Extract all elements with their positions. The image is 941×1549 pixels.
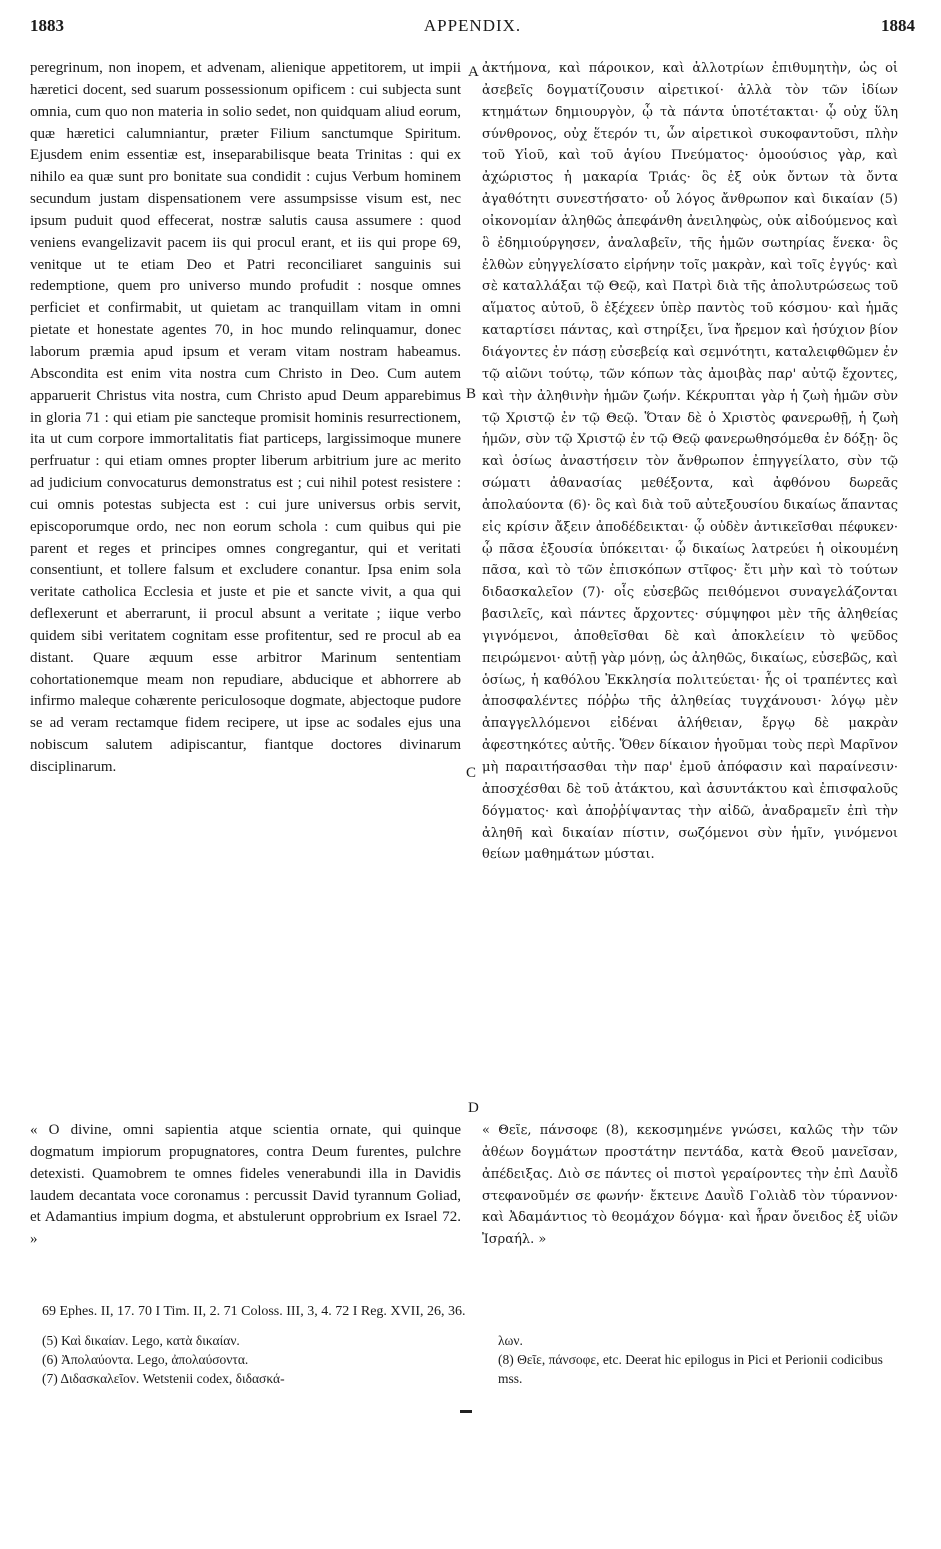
latin-column-para1	[30, 58, 461, 779]
footnote: (8) Θεῖε, πάνσοφε, etc. Deerat hic epilogus in Pici et Perionii codicibus mss.	[498, 1352, 883, 1386]
page-end-mark	[460, 1410, 472, 1413]
latin-paragraph: « O divine, omni sapientia atque scientia ornate, qui quinque dogmatum impiorum propugnatores, contra Deum furentes, pulchre detexisti. Quamobrem te omnes fideles venerabundi illa in Davidis laudem decantata voce coronamus : percussit David tyrannum Goliad, et Adamantius impium dogma, et abstulerunt opprobrium ex Israel 72. »	[30, 1122, 461, 1248]
footnote: (5) Καὶ δικαίαν. Lego, κατὰ δικαίαν.	[42, 1333, 240, 1348]
greek-column-para1	[482, 58, 898, 866]
page-header	[30, 8, 915, 38]
footnote: (6) Ἀπολαύοντα. Lego, ἀπολαύσοντα.	[42, 1352, 249, 1367]
greek-paragraph: ἀκτήμονα, καὶ πάροικον, καὶ ἀλλοτρίων ἐπιθυμητὴν, ὡς οἱ ἀσεβεῖς δογματίζουσιν αἱρετικοί· ἀλλὰ τὸν τῶν ἰδίων κτημάτων δημιουργὸν, ᾧ τὰ πάντα ὑποτέτακται· ᾧ οὐχ ὕλη σύνθρονος, οὐχ ἕτερόν τι, ὧν αἱρετικοὶ συκοφαντοῦσι, πλὴν τοῦ Υἱοῦ, καὶ τοῦ ἁγίου Πνεύματος· ὁμοούσιος γὰρ, καὶ ἀχώριστος ἡ μακαρία Τριάς· ὃς ἐξ οὐκ ὄντων τὰ ὄντα ἀγαθότητι συνεστήσατο· οὗ λόγος ἄνθρωπον καὶ δικαίαν (5) οἰκονομίαν ἀληθῶς ἀπεφάνθη ἀνειληφὼς, οὐκ αἰδούμενος καὶ ὃ ἐδημιούργησεν, ἀναλαβεῖν, τῆς ἡμῶν σωτηρίας ἕνεκα· ὃς ἐλθὼν εὐηγγελίσατο εἰρήνην τοῖς μακρὰν, καὶ τοῖς ἐγγύς· καὶ σὲ καταλλάξαι τῷ Θεῷ, καὶ Πατρὶ διὰ τῆς ἀπολυτρώσεως τοῦ αἵματος αὐτοῦ, ὃ ἐξέχεεν ὑπὲρ παντὸς τοῦ κόσμου· καὶ ἡμᾶς καταρτίσει πάντας, καὶ στηρίξει, ἵνα ἤρεμον καὶ ἡσύχιον βίον διάγοντες ἐν πάσῃ εὐσεβείᾳ καὶ σεμνότητι, καταλειφθῶμεν ἐν τῷ αἰῶνι τούτῳ, τῶν κόπων τὰς ἀμοιβὰς παρ' αὐτῷ ἔχοντες, καὶ τὴν ἀληθινὴν ἡμῶν ζωήν. Κέκρυπται γὰρ ἡ ζωὴ ἡμῶν σὺν τῷ Χριστῷ ἐν τῷ Θεῷ. Ὅταν δὲ ὁ Χριστὸς φανερωθῇ, ἡ ζωὴ ἡμῶν, σὺν τῷ Χριστῷ ἐν τῷ Θεῷ φανερωθησόμεθα ἐν δόξῃ· ὃς καὶ ὁσίως ἀναστήσειν τὸν ἄνθρωπον ἐπηγγείλατο, σὺν τῷ σώματι ἀθανασίας μεθέξοντα, καὶ ἀφθόνου δωρεᾶς ἀπολαύοντα (6)· ὃς καὶ διὰ τοῦ αὐτεξουσίου δικαίως ἅπαντας εἰς κρίσιν ἄξειν ἀποδέδεικται· ᾧ οὐδὲν ἀντικεῖσθαι πέφυκεν· ᾧ πᾶσα ἐξουσία ὑπόκειται· ᾧ δικαίως λατρεύει ἡ οἰκουμένη πᾶσα, καὶ τὸ τῶν ἐπισκόπων στῖφος· ἔτι μὴν καὶ τὸ τούτων διδασκαλεῖον (7)· οἷς εὐσεβῶς πειθόμενοι συναγελάζονται βασιλεῖς, καὶ πάντες ἄρχοντες· σύμψηφοι μὲν τῆς ἀληθείας γιγνόμενοι, ἀποθεῖσθαι δὲ καὶ ἀποκλείειν τὸ ψεῦδος πειρώμενοι· αὐτῇ γὰρ μόνῃ, ὡς ἀληθῶς, δικαίως, εὐσεβῶς, καὶ ὁσίως, ἡ καθόλου Ἐκκλησία πολιτεύεται· ἧς οἱ τραπέντες καὶ ἀποσφαλέντες πόῤῥω τῆς ἀληθείας τυγχάνουσι· λόγῳ μὲν ἀπαγγελλόμενοι εἰδέναι ἀλήθειαν, ἔργῳ δὲ μακρὰν ἀφεστηκότες αὐτῆς. Ὅθεν δίκαιον ἡγοῦμαι τοὺς περὶ Μαρῖνον μὴ παραιτήσασθαι τὴν παρ' ἐμοῦ ἀπόφασιν καὶ παραίνεσιν· ἀποσχέσθαι δὲ τοῦ ἀτάκτου, καὶ ἀσυντάκτου καὶ ἐπισφαλοῦς δόγματος· καὶ ἀποῤῥίψαντας τὴν αἰδῶ, ἀναδραμεῖν ἐπὶ τὴν ἀληθῆ καὶ δικαίαν πίστιν, σωζόμενοι σὺν ἡμῖν, γινόμενοι θείων μαθημάτων μύσται.	[482, 61, 898, 863]
footnotes-right	[498, 1331, 893, 1388]
margin-marker-b: B	[466, 386, 477, 402]
margin-marker-a: A	[468, 64, 479, 80]
page-number-right: 1884	[881, 16, 915, 35]
footnote: λων.	[498, 1333, 523, 1348]
greek-paragraph: « Θεῖε, πάνσοφε (8), κεκοσμημένε γνώσει, καλῶς τὴν τῶν ἀθέων δογμάτων προστάτην πεντάδα, κατὰ Θεοῦ μανεῖσαν, ἀπέδειξας. Διὸ σε πάντες οἱ πιστοὶ γεραίροντες τὴν ἐπὶ Δαυῒδ στεφανοῦμέν σε φωνήν· ἔκτεινε Δαυῒδ Γολιὰδ τὸν τύραννον· καὶ Ἀδαμάντιος τὸ θεομάχον δόγμα· καὶ ἦραν ὄνειδος ἐξ υἱῶν Ἰσραήλ. »	[482, 1123, 898, 1248]
footnotes-left	[42, 1331, 462, 1388]
footnote: (7) Διδασκαλεῖον. Wetstenii codex, διδασκά-	[42, 1371, 285, 1386]
margin-marker-d: D	[468, 1100, 479, 1116]
greek-column-para2	[482, 1120, 898, 1251]
page-number-left: 1883	[30, 16, 64, 35]
running-title: APPENDIX.	[423, 16, 522, 35]
latin-column-para2	[30, 1120, 461, 1251]
scripture-references: 69 Ephes. II, 17. 70 I Tim. II, 2. 71 Coloss. III, 3, 4. 72 I Reg. XVII, 26, 36.	[42, 1304, 466, 1319]
latin-paragraph: peregrinum, non inopem, et advenam, alienique appetitorem, ut impii hæretici docent, sed suarum possessionum opificem : cui subjecta sunt omnia, cum quo non materia in solio sedet, non quidquam aliud eorum, quæ hæretici calumniantur, præter Filium sanctumque Spiritum. Ejusdem enim essentiæ est, inseparabilisque beata Trinitas : qui ex nihilo ea quæ sunt pro bonitate sua condidit : cujus Verbum hominem secundum justam dispensationem vere assumpsisse visum est, nec ipsum puduit quod effecerat, nostræ salutis causa assumere : quod veniens evangelizavit pacem iis qui procul erant, et iis qui prope 69, venitque ut te etiam Deo et Patri reconciliaret sanguinis sui redemptione, quem pro universo mundo profudit : nosque omnes perficiet et confirmabit, ut quietam ac tranquillam vitam in omni pietate et honestate agentes 70, in hoc mundo relinquamur, donec laborum præmia apud ipsum et veram vitam nostram habeamus. Abscondita est enim vita nostra cum Christo in Deo. Cum autem apparuerit Christus vita nostra, cum Christo apud Deum apparebimus in gloria 71 : qui etiam pie sancteque promisit hominis resurrectionem, ita ut cum corpore immortalitatis fiat particeps, largissimoque munere perfruatur : qui etiam omnes propter liberum arbitrium jure ac merito ad judicium convocaturus demonstratus est ; cui nihil potest resistere : cui omnis potestas subjecta est : cui jure universus orbis servit, episcoporumque ordo, nec non eorum schola : cum quibus qui pie parent et reges et principes omnes congregantur, qui et veritati consentiunt, et tollere falsum et excludere conantur. Ipsa enim sola veritate catholica Ecclesia et juste et pie et sancte vivit, a qua qui deflexerunt et aberrarunt, ii procul absunt a veritate ; iique verbo quidem sibi veritatem cognitam esse profitentur, sed re procul ab ea distant. Quare æquum esse arbitror Marinum sententiam cohortationemque meam non repudiare, abducique et abhorrere ab infirmo maleque cohærente periculosoque dogmate, abjectoque pudore se ad veram rectamque fidem recipere, ut ipse ac sodales ejus una nobiscum salutem adipiscantur, fiantque doctores divinarum disciplinarum.	[30, 60, 461, 775]
margin-marker-c: C	[466, 765, 477, 781]
